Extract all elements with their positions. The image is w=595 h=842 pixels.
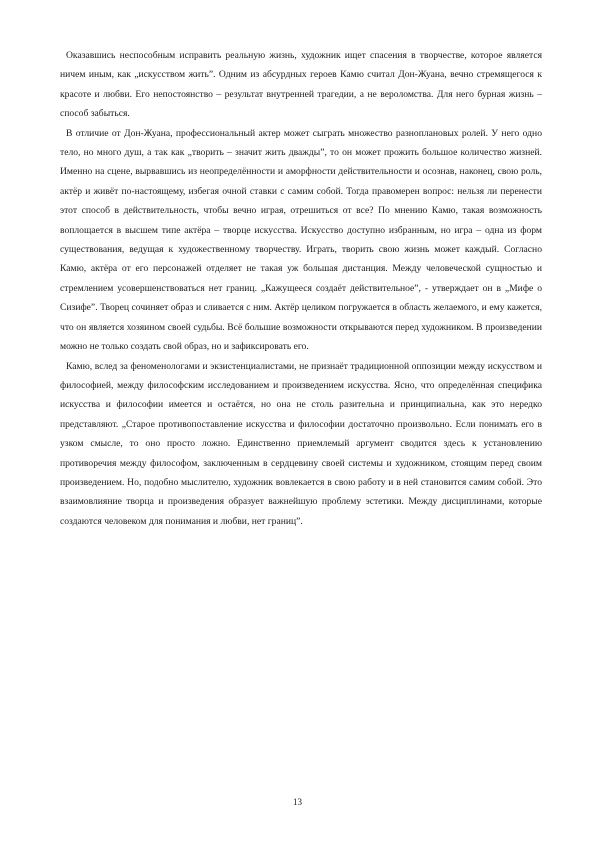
paragraph-2: В отличие от Дон-Жуана, профессиональный актер может сыграть множество разноплановых ролей. У него одно тело, но много душ, а так как „творить – значит жить дважды”, то он может прожить большое количество жизней. Именно на сцене, вырвавшись из неопределённости и аморфности действительности и осознав, наконец, свою роль, актёр и живёт по-настоящему, избегая очной ставки с самим собой. Тогда правомерен вопрос: нельзя ли перенести этот способ в действительность, чтобы вечно играя, отрешиться от все? По мнению Камю, такая возможность воплощается в высшем типе актёра – творце искусства. Искусство доступно избранным, но игра – одна из форм существования, ведущая к художественному творчеству. Играть, творить свою жизнь может каждый. Согласно Камю, актёра от его персонажей отделяет не такая уж большая дистанция. Между человеческой сущностью и стремлением усовершенствоваться нет границ. „Кажущееся создаёт действительное”, - утверждает он в „Мифе о Сизифе”. Творец сочиняет образ и сливается с ним. Актёр целиком погружается в область желаемого, и ему кажется, что он является хозяином своей судьбы. Всё большие возможности открываются перед художником. В произведении можно не только создать свой образ, но и зафиксировать его. (60, 127, 542, 353)
paragraph-3: Камю, вслед за феноменологами и экзистенциалистами, не признаёт традиционной оппозиции между искусством и философией, между философским исследованием и произведением искусства. Ясно, что определённая специфика искусства и философии имеется и остаётся, но она не столь разительна и принципиальна, как это нередко представляют. „Старое противопоставление искусства и философии достаточно произвольно. Если понимать его в узком смысле, то оно просто ложно. Единственно приемлемый аргумент сводится здесь к установлению противоречия между философом, заключенным в сердцевину своей системы и художником, стоящим перед своим произведением. Но, подобно мыслителю, художник вовлекается в свою работу и в ней становится самим собой. Это взаимовлияние творца и произведения образует важнейшую проблему эстетики. Между дисциплинами, которые создаются человеком для понимания и любви, нет границ”. (60, 360, 542, 527)
page-number: 13 (293, 797, 302, 807)
body-text (60, 46, 542, 531)
paragraph-1: Оказавшись неспособным исправить реальную жизнь, художник ищет спасения в творчестве, которое является ничем иным, как „искусством жить”. Одним из абсурдных героев Камю считал Дон-Жуана, вечно стремящегося к красоте и любви. Его непостоянство – результат внутренней трагедии, а не вероломства. Для него бурная жизнь – способ забыться. (60, 50, 542, 120)
